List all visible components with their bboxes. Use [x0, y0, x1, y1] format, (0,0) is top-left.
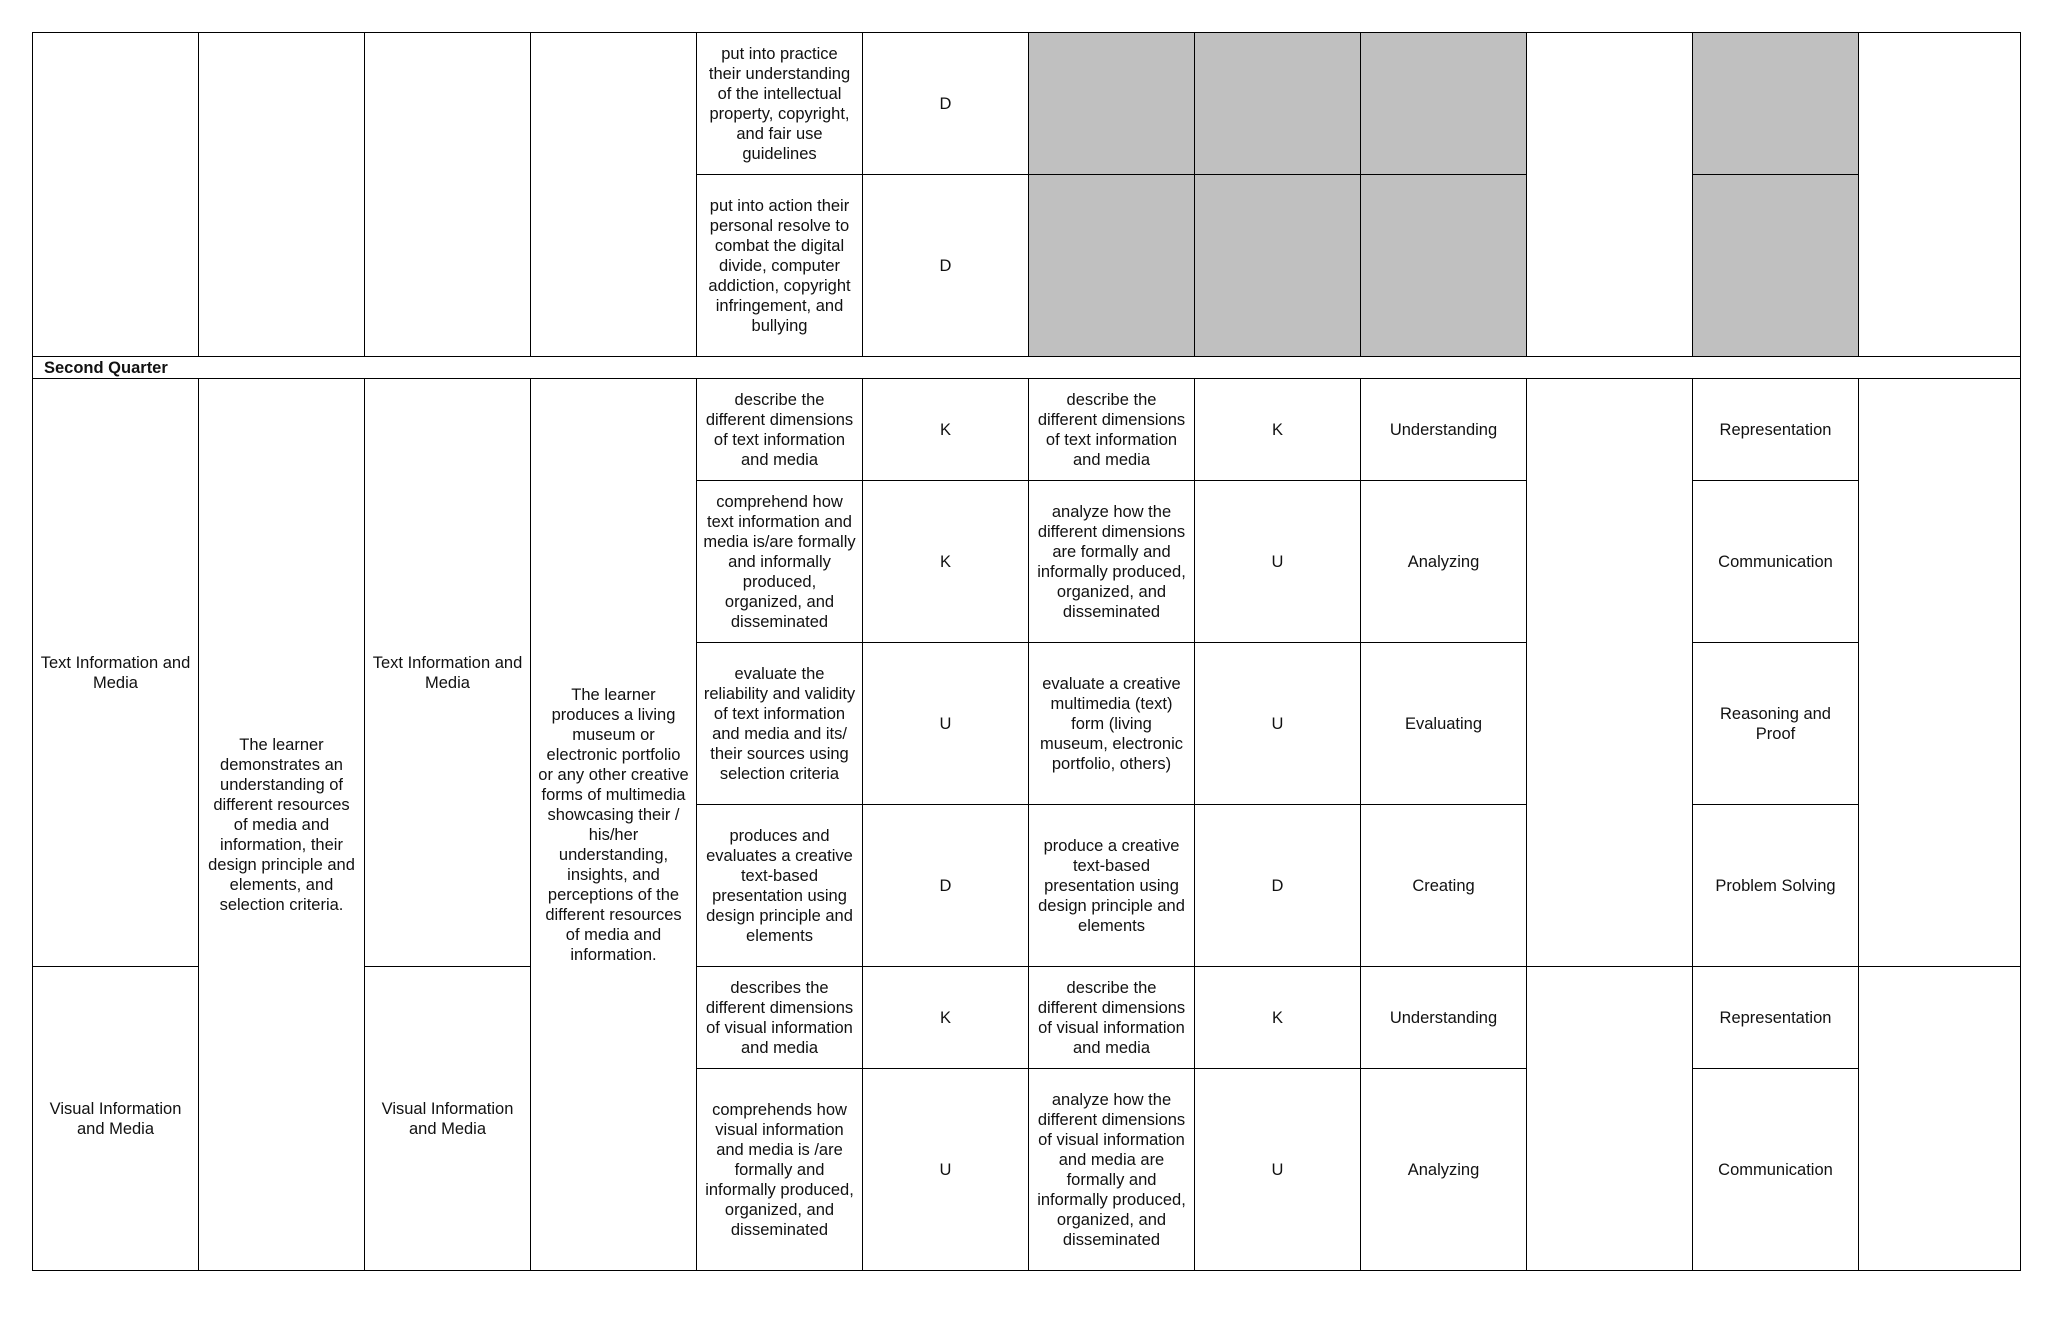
quarter-header-row: [33, 357, 2021, 379]
target-level-cell: U: [1195, 1069, 1361, 1271]
process-cell: Communication: [1693, 1069, 1859, 1271]
curriculum-map-table: [32, 32, 2021, 1271]
competency-cell: describes the different dimensions of visual information and media: [697, 967, 863, 1069]
topic-cell: Visual Information and Media: [365, 967, 531, 1271]
content-cell: Text Information and Media: [33, 379, 199, 967]
quarter-label: Second Quarter: [33, 357, 2021, 379]
shaded-cell: [1693, 175, 1859, 357]
shaded-cell: [1361, 33, 1527, 175]
table-row: [33, 379, 2021, 481]
empty-cell: [1527, 33, 1693, 357]
shaded-cell: [1029, 175, 1195, 357]
process-cell: Reasoning and Proof: [1693, 643, 1859, 805]
target-level-cell: U: [1195, 643, 1361, 805]
content-standard-cell: [199, 33, 365, 357]
table-row: [33, 33, 2021, 175]
cognitive-level-cell: Analyzing: [1361, 481, 1527, 643]
kud-level-cell: D: [863, 33, 1029, 175]
competency-cell: evaluate the reliability and validity of text information and media and its/ their sources using selection criteria: [697, 643, 863, 805]
target-cell: describe the different dimensions of visual information and media: [1029, 967, 1195, 1069]
target-cell: describe the different dimensions of text information and media: [1029, 379, 1195, 481]
cognitive-level-cell: Understanding: [1361, 379, 1527, 481]
target-level-cell: D: [1195, 805, 1361, 967]
competency-cell: describe the different dimensions of text information and media: [697, 379, 863, 481]
kud-level-cell: K: [863, 481, 1029, 643]
target-cell: evaluate a creative multimedia (text) form (living museum, electronic portfolio, others): [1029, 643, 1195, 805]
competency-cell: comprehend how text information and media is/are formally and informally produced, organized, and disseminated: [697, 481, 863, 643]
kud-level-cell: K: [863, 379, 1029, 481]
target-level-cell: U: [1195, 481, 1361, 643]
kud-level-cell: K: [863, 967, 1029, 1069]
shaded-cell: [1029, 33, 1195, 175]
content-cell: Visual Information and Media: [33, 967, 199, 1271]
process-cell: Problem Solving: [1693, 805, 1859, 967]
cognitive-level-cell: Analyzing: [1361, 1069, 1527, 1271]
target-cell: produce a creative text-based presentation using design principle and elements: [1029, 805, 1195, 967]
performance-standard-cell: The learner produces a living museum or electronic portfolio or any other creative forms of multimedia showcasing their / his/her understanding, insights, and perceptions of the different resources of media and information.: [531, 379, 697, 1271]
target-level-cell: K: [1195, 379, 1361, 481]
shaded-cell: [1693, 33, 1859, 175]
competency-cell: put into action their personal resolve to combat the digital divide, computer addiction, copyright infringement, and bullying: [697, 175, 863, 357]
topic-cell: Text Information and Media: [365, 379, 531, 967]
cognitive-level-cell: Understanding: [1361, 967, 1527, 1069]
shaded-cell: [1195, 33, 1361, 175]
shaded-cell: [1361, 175, 1527, 357]
empty-cell: [1527, 967, 1693, 1271]
curriculum-map-page: [32, 32, 2020, 1271]
kud-level-cell: D: [863, 805, 1029, 967]
empty-cell: [1859, 379, 2021, 967]
target-cell: analyze how the different dimensions of visual information and media are formally and informally produced, organized, and disseminated: [1029, 1069, 1195, 1271]
empty-cell: [1859, 33, 2021, 357]
kud-level-cell: D: [863, 175, 1029, 357]
process-cell: Representation: [1693, 967, 1859, 1069]
target-cell: analyze how the different dimensions are formally and informally produced, organized, and disseminated: [1029, 481, 1195, 643]
process-cell: Representation: [1693, 379, 1859, 481]
process-cell: Communication: [1693, 481, 1859, 643]
content-cell: [33, 33, 199, 357]
empty-cell: [1527, 379, 1693, 967]
topic-cell: [365, 33, 531, 357]
cognitive-level-cell: Evaluating: [1361, 643, 1527, 805]
competency-cell: put into practice their understanding of the intellectual property, copyright, and fair use guidelines: [697, 33, 863, 175]
target-level-cell: K: [1195, 967, 1361, 1069]
empty-cell: [1859, 967, 2021, 1271]
shaded-cell: [1195, 175, 1361, 357]
kud-level-cell: U: [863, 1069, 1029, 1271]
competency-cell: produces and evaluates a creative text-based presentation using design principle and elements: [697, 805, 863, 967]
cognitive-level-cell: Creating: [1361, 805, 1527, 967]
content-standard-cell: The learner demonstrates an understanding of different resources of media and information, their design principle and elements, and selection criteria.: [199, 379, 365, 1271]
competency-cell: comprehends how visual information and media is /are formally and informally produced, organized, and disseminated: [697, 1069, 863, 1271]
performance-standard-cell: [531, 33, 697, 357]
kud-level-cell: U: [863, 643, 1029, 805]
